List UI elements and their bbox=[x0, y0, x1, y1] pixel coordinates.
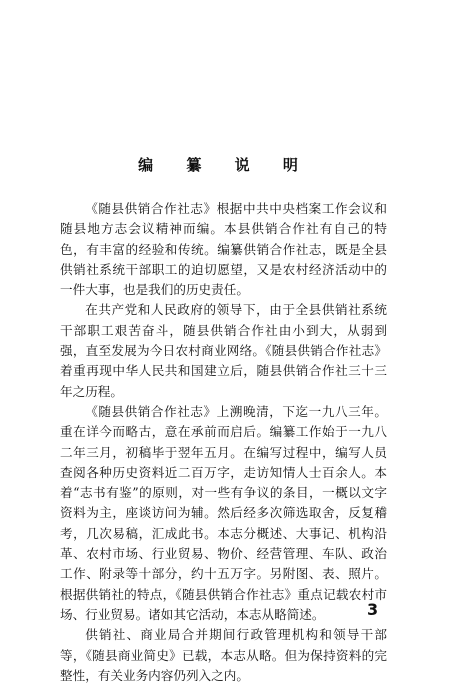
paragraph-1: 《随县供销合作社志》根据中共中央档案工作会议和随县地方志会议精神而编。本县供销合作社有自己的特色，有丰富的经验和传统。编纂供销合作社志，既是全县供销社系统干部职工的迫切愿望，又是农村经济活动中的一件大事，也是我们的历史责任。 bbox=[60, 201, 387, 298]
paragraph-4: 供销社、商业局合并期间行政管理机构和领导干部等，《随县商业简史》已载，本志从略。但为保持资料的完整性，有关业务内容仍列入之内。 bbox=[60, 627, 387, 683]
paragraph-3: 《随县供销合作社志》上溯晚清，下迄一九八三年。重在详今而略古，意在承前而启后。编纂工作始于一九八二年三月，初稿毕于翌年五月。在编写过程中，编写人员查阅各种历史资料近二百万字，走访知情人士百余人。本着“志书有鉴”的原则，对一些有争议的条目，一概以文字资料为主，座谈访问为辅。然后经多次筛选取舍，反复稽考，几次易稿，汇成此书。本志分概述、大事记、机构沿革、农村市场、行业贸易、物价、经营管理、车队、政治工作、附录等十部分，约十五万字。另附图、表、照片。根据供销社的特点，《随县供销合作社志》重点记载农村市场、行业贸易。诸如其它活动，本志从略简述。 bbox=[60, 403, 387, 622]
page-title: 编 纂 说 明 bbox=[138, 156, 312, 174]
paragraph-2: 在共产党和人民政府的领导下，由于全县供销社系统干部职工艰苦奋斗，随县供销合作社由小到大，从弱到强，直至发展为今日农村商业网络。《随县供销合作社志》着重再现中华人民共和国建立后，随县供销合作社三十三年之历程。 bbox=[60, 302, 387, 399]
page-number: 3 bbox=[367, 600, 379, 619]
body-text bbox=[60, 199, 387, 686]
